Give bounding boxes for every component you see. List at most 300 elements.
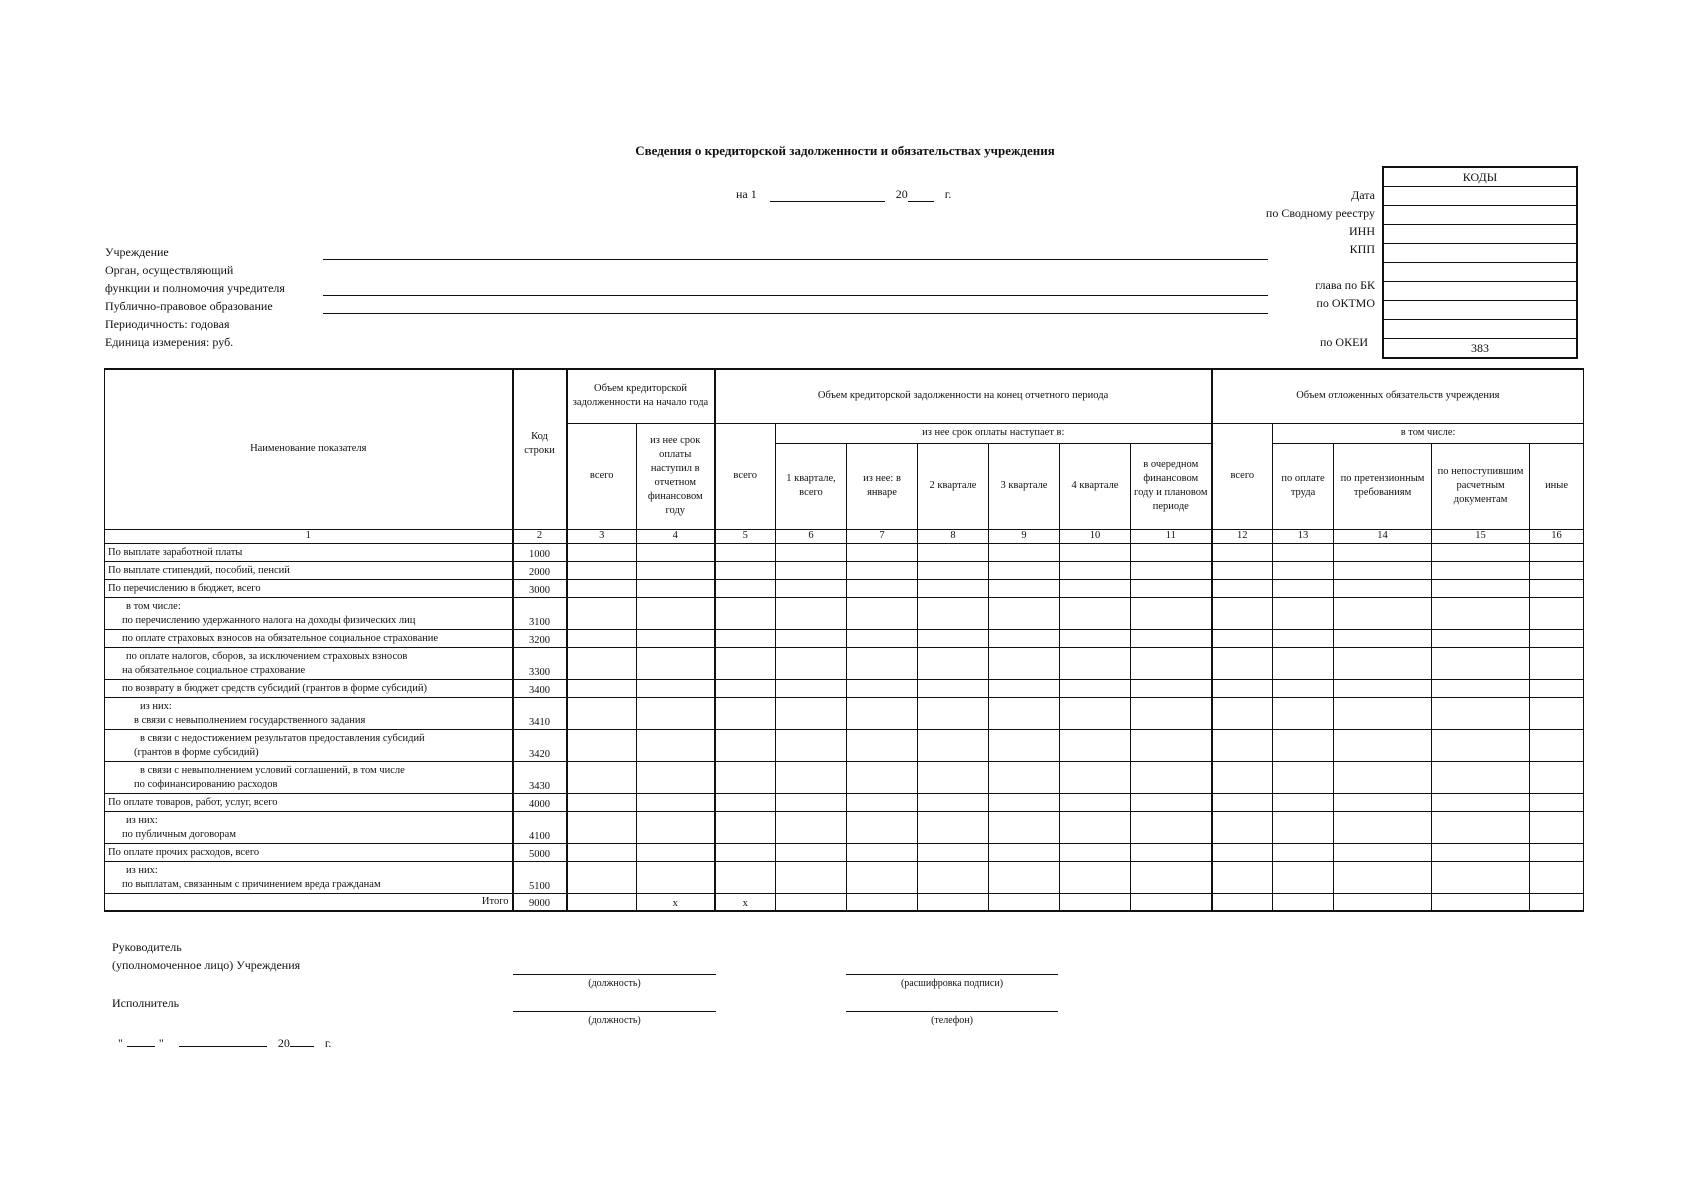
- value-cell[interactable]: [1530, 647, 1584, 679]
- col-header-wage: по оплате труда: [1273, 443, 1334, 529]
- value-cell[interactable]: [1334, 629, 1432, 647]
- value-cell[interactable]: [1334, 761, 1432, 793]
- value-cell[interactable]: [1060, 843, 1131, 861]
- value-cell[interactable]: [1060, 811, 1131, 843]
- code-cell-registry[interactable]: [1384, 206, 1576, 225]
- value-cell[interactable]: [1530, 697, 1584, 729]
- value-cell[interactable]: [715, 561, 776, 579]
- value-cell[interactable]: [715, 647, 776, 679]
- row-code: 3200: [513, 629, 567, 647]
- value-cell[interactable]: [1212, 793, 1273, 811]
- value-cell[interactable]: [1530, 843, 1584, 861]
- value-cell[interactable]: [1060, 561, 1131, 579]
- value-cell[interactable]: [1432, 679, 1530, 697]
- value-cell[interactable]: [637, 843, 715, 861]
- value-cell[interactable]: [1212, 579, 1273, 597]
- row-name-text: в связи с невыполнением государственного задания: [134, 714, 366, 726]
- value-cell[interactable]: [1530, 729, 1584, 761]
- value-cell[interactable]: [918, 561, 989, 579]
- value-cell[interactable]: [847, 579, 918, 597]
- executor-phone-line[interactable]: [846, 1011, 1058, 1012]
- value-cell[interactable]: [1131, 697, 1212, 729]
- sign-date-quote-open: ": [118, 1036, 123, 1050]
- value-cell[interactable]: [1432, 811, 1530, 843]
- row-name: [105, 647, 513, 679]
- value-cell[interactable]: [776, 697, 847, 729]
- value-cell[interactable]: [847, 793, 918, 811]
- value-cell[interactable]: [776, 679, 847, 697]
- value-cell[interactable]: [847, 629, 918, 647]
- value-cell[interactable]: [847, 697, 918, 729]
- value-cell[interactable]: [776, 761, 847, 793]
- value-cell[interactable]: [637, 579, 715, 597]
- value-cell[interactable]: [1273, 697, 1334, 729]
- value-cell[interactable]: [637, 629, 715, 647]
- value-cell[interactable]: [847, 597, 918, 629]
- value-cell[interactable]: [847, 843, 918, 861]
- value-cell[interactable]: [1060, 697, 1131, 729]
- row-code: 3300: [513, 647, 567, 679]
- value-cell[interactable]: [1334, 597, 1432, 629]
- value-cell[interactable]: [1131, 629, 1212, 647]
- value-cell[interactable]: [567, 843, 637, 861]
- table-row: [105, 761, 1584, 793]
- value-cell[interactable]: [776, 561, 847, 579]
- column-number: 5: [715, 529, 776, 543]
- value-cell[interactable]: [1060, 579, 1131, 597]
- value-cell[interactable]: [1530, 629, 1584, 647]
- row-name-text: по публичным договорам: [122, 828, 236, 840]
- value-cell[interactable]: [1334, 793, 1432, 811]
- col-header-next: в очередном финансовом году и плановом периоде: [1131, 443, 1212, 529]
- value-cell[interactable]: [637, 729, 715, 761]
- public-entity-fill-line[interactable]: [323, 313, 1268, 314]
- code-cell-okei[interactable]: 383: [1471, 341, 1489, 355]
- column-number: 13: [1273, 529, 1334, 543]
- column-number: 9: [989, 529, 1060, 543]
- code-cell-kpp[interactable]: [1384, 244, 1576, 263]
- value-cell[interactable]: [637, 597, 715, 629]
- row-name-prefix: по оплате налогов, сборов, за исключением страховых взносов: [126, 650, 408, 662]
- value-cell[interactable]: [989, 629, 1060, 647]
- value-cell[interactable]: [989, 843, 1060, 861]
- row-name: [105, 729, 513, 761]
- value-cell[interactable]: [567, 629, 637, 647]
- value-cell[interactable]: [1212, 893, 1273, 911]
- value-cell[interactable]: [989, 697, 1060, 729]
- value-cell[interactable]: [776, 647, 847, 679]
- column-number: 3: [567, 529, 637, 543]
- value-cell[interactable]: [1530, 679, 1584, 697]
- value-cell[interactable]: [1530, 543, 1584, 561]
- value-cell[interactable]: [1131, 843, 1212, 861]
- value-cell[interactable]: [1212, 811, 1273, 843]
- value-cell[interactable]: [715, 579, 776, 597]
- value-cell[interactable]: [1273, 861, 1334, 893]
- value-cell[interactable]: [1334, 679, 1432, 697]
- value-cell[interactable]: [989, 647, 1060, 679]
- value-cell[interactable]: [918, 629, 989, 647]
- value-cell[interactable]: [1432, 597, 1530, 629]
- value-cell[interactable]: [918, 697, 989, 729]
- table-row: [105, 597, 1584, 629]
- value-cell[interactable]: [847, 543, 918, 561]
- value-cell[interactable]: [567, 647, 637, 679]
- value-cell[interactable]: [567, 697, 637, 729]
- value-cell[interactable]: [715, 793, 776, 811]
- code-cell-oktmo[interactable]: [1384, 301, 1576, 320]
- value-cell[interactable]: [1060, 597, 1131, 629]
- value-cell[interactable]: [1131, 561, 1212, 579]
- row-name-text: По выплате стипендий, пособий, пенсий: [108, 564, 290, 576]
- head-decode-caption: (расшифровка подписи): [900, 978, 1004, 989]
- value-cell[interactable]: [989, 761, 1060, 793]
- value-cell[interactable]: [1273, 543, 1334, 561]
- value-cell[interactable]: [637, 679, 715, 697]
- value-cell[interactable]: [1334, 893, 1432, 911]
- value-cell[interactable]: [1060, 761, 1131, 793]
- col-header-q4: 4 квартале: [1060, 443, 1131, 529]
- value-cell[interactable]: [567, 543, 637, 561]
- public-entity-label: Публично-правовое образование: [105, 299, 273, 313]
- value-cell[interactable]: [1432, 647, 1530, 679]
- year-blank[interactable]: [908, 201, 934, 202]
- row-name: [105, 843, 513, 861]
- value-cell[interactable]: [776, 893, 847, 911]
- value-cell[interactable]: [776, 579, 847, 597]
- value-cell[interactable]: [918, 893, 989, 911]
- column-number: 15: [1432, 529, 1530, 543]
- value-cell[interactable]: [1212, 543, 1273, 561]
- value-cell[interactable]: [1060, 893, 1131, 911]
- value-cell[interactable]: [918, 861, 989, 893]
- value-cell[interactable]: [847, 729, 918, 761]
- col-header-docs: по непоступившим расчетным документам: [1432, 443, 1530, 529]
- value-cell[interactable]: [1432, 629, 1530, 647]
- value-cell[interactable]: [1432, 697, 1530, 729]
- code-cell-date[interactable]: [1384, 187, 1576, 206]
- value-cell[interactable]: [918, 543, 989, 561]
- value-cell[interactable]: [1432, 761, 1530, 793]
- value-cell[interactable]: [1060, 629, 1131, 647]
- value-cell[interactable]: [1334, 579, 1432, 597]
- value-cell[interactable]: [776, 597, 847, 629]
- value-cell[interactable]: [1131, 579, 1212, 597]
- value-cell[interactable]: [1060, 793, 1131, 811]
- value-cell[interactable]: [567, 893, 637, 911]
- value-cell[interactable]: [1131, 861, 1212, 893]
- value-cell[interactable]: [1060, 647, 1131, 679]
- value-cell[interactable]: [1060, 729, 1131, 761]
- value-cell[interactable]: [1530, 893, 1584, 911]
- col-header-claims: по претензионным требованиям: [1334, 443, 1432, 529]
- row-code: 5100: [513, 861, 567, 893]
- value-cell[interactable]: [1334, 647, 1432, 679]
- column-number: 14: [1334, 529, 1432, 543]
- code-cell-inn[interactable]: [1384, 225, 1576, 244]
- value-cell[interactable]: [1273, 597, 1334, 629]
- value-cell[interactable]: [715, 597, 776, 629]
- value-cell[interactable]: [989, 543, 1060, 561]
- value-cell[interactable]: [637, 697, 715, 729]
- value-cell[interactable]: [989, 561, 1060, 579]
- row-name-text: По выплате заработной платы: [108, 546, 243, 558]
- value-cell[interactable]: [1273, 629, 1334, 647]
- value-cell[interactable]: [1212, 647, 1273, 679]
- value-cell[interactable]: [1212, 761, 1273, 793]
- value-cell[interactable]: [637, 561, 715, 579]
- value-cell[interactable]: x: [637, 893, 715, 911]
- value-cell[interactable]: [567, 579, 637, 597]
- code-cell-bk[interactable]: [1384, 282, 1576, 301]
- value-cell[interactable]: [1432, 579, 1530, 597]
- head-position-line[interactable]: [513, 974, 716, 975]
- value-cell[interactable]: [918, 679, 989, 697]
- value-cell[interactable]: [1273, 793, 1334, 811]
- col-header-including: в том числе:: [1273, 423, 1584, 443]
- value-cell[interactable]: [776, 629, 847, 647]
- value-cell[interactable]: [1212, 729, 1273, 761]
- value-cell[interactable]: [715, 729, 776, 761]
- value-cell[interactable]: [776, 543, 847, 561]
- value-cell[interactable]: [1131, 761, 1212, 793]
- col-header-due-reporting: из нее срок оплаты наступил в отчетном финансовом году: [637, 423, 715, 529]
- total-code: 9000: [513, 893, 567, 911]
- sign-year-blank[interactable]: [290, 1046, 314, 1047]
- row-name: [105, 629, 513, 647]
- value-cell[interactable]: [1212, 679, 1273, 697]
- row-code: 3410: [513, 697, 567, 729]
- value-cell[interactable]: [637, 647, 715, 679]
- value-cell[interactable]: [776, 861, 847, 893]
- value-cell[interactable]: [1273, 579, 1334, 597]
- value-cell[interactable]: [847, 861, 918, 893]
- value-cell[interactable]: [715, 629, 776, 647]
- value-cell[interactable]: [1334, 729, 1432, 761]
- value-cell[interactable]: [637, 543, 715, 561]
- value-cell[interactable]: [1212, 861, 1273, 893]
- value-cell[interactable]: [847, 647, 918, 679]
- value-cell[interactable]: [1334, 697, 1432, 729]
- value-cell[interactable]: [1212, 697, 1273, 729]
- row-name: [105, 861, 513, 893]
- date-blank[interactable]: [770, 201, 885, 202]
- value-cell[interactable]: [1060, 679, 1131, 697]
- value-cell[interactable]: [1334, 543, 1432, 561]
- value-cell[interactable]: [567, 793, 637, 811]
- value-cell[interactable]: [1432, 893, 1530, 911]
- col-header-q2: 2 квартале: [918, 443, 989, 529]
- table-row: [105, 793, 1584, 811]
- value-cell[interactable]: [1530, 579, 1584, 597]
- value-cell[interactable]: [918, 597, 989, 629]
- value-cell[interactable]: [1273, 893, 1334, 911]
- value-cell[interactable]: [1273, 811, 1334, 843]
- code-cell-empty[interactable]: [1384, 263, 1576, 282]
- value-cell[interactable]: [1273, 729, 1334, 761]
- value-cell[interactable]: [918, 793, 989, 811]
- year-suffix: г.: [944, 187, 952, 201]
- value-cell[interactable]: [847, 761, 918, 793]
- value-cell[interactable]: [1212, 843, 1273, 861]
- value-cell[interactable]: [847, 561, 918, 579]
- value-cell[interactable]: [1530, 861, 1584, 893]
- value-cell[interactable]: [715, 697, 776, 729]
- value-cell[interactable]: [1060, 861, 1131, 893]
- value-cell[interactable]: [989, 679, 1060, 697]
- value-cell[interactable]: [637, 761, 715, 793]
- value-cell[interactable]: [918, 647, 989, 679]
- value-cell[interactable]: [776, 729, 847, 761]
- value-cell[interactable]: [1131, 893, 1212, 911]
- value-cell[interactable]: [1432, 793, 1530, 811]
- value-cell[interactable]: [1131, 597, 1212, 629]
- column-number: 16: [1530, 529, 1584, 543]
- row-name: [105, 679, 513, 697]
- value-cell[interactable]: [1273, 647, 1334, 679]
- value-cell[interactable]: [1432, 729, 1530, 761]
- value-cell[interactable]: [1131, 729, 1212, 761]
- head-position-caption: (должность): [588, 978, 641, 989]
- row-name-prefix: в связи с недостижением результатов предоставления субсидий: [140, 732, 425, 744]
- row-name: [105, 811, 513, 843]
- value-cell[interactable]: [1273, 679, 1334, 697]
- value-cell[interactable]: [715, 761, 776, 793]
- value-cell[interactable]: [715, 679, 776, 697]
- value-cell[interactable]: x: [715, 893, 776, 911]
- executor-position-line[interactable]: [513, 1011, 716, 1012]
- value-cell[interactable]: [637, 793, 715, 811]
- value-cell[interactable]: [1212, 629, 1273, 647]
- value-cell[interactable]: [1530, 793, 1584, 811]
- value-cell[interactable]: [1273, 761, 1334, 793]
- table-row: [105, 629, 1584, 647]
- value-cell[interactable]: [1530, 811, 1584, 843]
- value-cell[interactable]: [989, 793, 1060, 811]
- value-cell[interactable]: [1131, 679, 1212, 697]
- row-code: 3000: [513, 579, 567, 597]
- col-header-other: иные: [1530, 443, 1584, 529]
- founder-fill-line[interactable]: [323, 295, 1268, 296]
- value-cell[interactable]: [637, 861, 715, 893]
- founder-label-2: функции и полномочия учредителя: [105, 281, 285, 295]
- value-cell[interactable]: [1432, 543, 1530, 561]
- value-cell[interactable]: [1334, 811, 1432, 843]
- row-name-text: (грантов в форме субсидий): [134, 746, 259, 758]
- head-decode-line[interactable]: [846, 974, 1058, 975]
- executor-label: Исполнитель: [112, 996, 180, 1010]
- value-cell[interactable]: [1334, 561, 1432, 579]
- value-cell[interactable]: [918, 811, 989, 843]
- value-cell[interactable]: [715, 861, 776, 893]
- year-prefix: 20: [895, 187, 908, 201]
- row-name: [105, 697, 513, 729]
- col-header-end: Объем кредиторской задолженности на конец отчетного периода: [715, 369, 1212, 423]
- value-cell[interactable]: [1060, 543, 1131, 561]
- value-cell[interactable]: [847, 679, 918, 697]
- value-cell[interactable]: [567, 811, 637, 843]
- value-cell[interactable]: [918, 729, 989, 761]
- value-cell[interactable]: [715, 543, 776, 561]
- value-cell[interactable]: [847, 893, 918, 911]
- value-cell[interactable]: [1212, 597, 1273, 629]
- value-cell[interactable]: [918, 843, 989, 861]
- value-cell[interactable]: [567, 861, 637, 893]
- value-cell[interactable]: [715, 811, 776, 843]
- value-cell[interactable]: [1212, 561, 1273, 579]
- value-cell[interactable]: [567, 679, 637, 697]
- sign-date-quote-close: ": [158, 1036, 164, 1050]
- value-cell[interactable]: [776, 811, 847, 843]
- value-cell[interactable]: [989, 579, 1060, 597]
- value-cell[interactable]: [1131, 793, 1212, 811]
- col-header-deferred-total: всего: [1212, 423, 1273, 529]
- okei-label: по ОКЕИ: [1320, 335, 1369, 349]
- value-cell[interactable]: [1334, 861, 1432, 893]
- value-cell[interactable]: [1273, 561, 1334, 579]
- unit-label: Единица измерения: руб.: [105, 335, 234, 349]
- value-cell[interactable]: [918, 761, 989, 793]
- institution-label: Учреждение: [105, 245, 169, 259]
- code-cell-extra[interactable]: [1384, 320, 1576, 339]
- periodicity-label: Периодичность: годовая: [105, 317, 230, 331]
- value-cell[interactable]: [918, 579, 989, 597]
- value-cell[interactable]: [847, 811, 918, 843]
- value-cell[interactable]: [567, 597, 637, 629]
- table-row: [105, 561, 1584, 579]
- founder-label-1: Орган, осуществляющий: [105, 263, 234, 277]
- row-name-prefix: в том числе:: [126, 600, 181, 612]
- value-cell[interactable]: [989, 861, 1060, 893]
- value-cell[interactable]: [989, 729, 1060, 761]
- value-cell[interactable]: [989, 893, 1060, 911]
- value-cell[interactable]: [776, 793, 847, 811]
- value-cell[interactable]: [776, 843, 847, 861]
- value-cell[interactable]: [637, 811, 715, 843]
- value-cell[interactable]: [989, 597, 1060, 629]
- value-cell[interactable]: [1432, 861, 1530, 893]
- value-cell[interactable]: [715, 843, 776, 861]
- value-cell[interactable]: [1131, 647, 1212, 679]
- row-name-prefix: из них:: [140, 700, 172, 712]
- value-cell[interactable]: [1334, 843, 1432, 861]
- value-cell[interactable]: [567, 561, 637, 579]
- col-header-code: Код строки: [513, 369, 567, 529]
- sign-day-blank[interactable]: [127, 1046, 155, 1047]
- column-number: 11: [1131, 529, 1212, 543]
- code-label-empty: [1266, 258, 1375, 276]
- row-code: 5000: [513, 843, 567, 861]
- value-cell[interactable]: [567, 761, 637, 793]
- value-cell[interactable]: [1530, 561, 1584, 579]
- row-name-prefix: в связи с невыполнением условий соглашений, в том числе: [140, 764, 405, 776]
- institution-fill-line[interactable]: [323, 259, 1268, 260]
- row-name-text: по выплатам, связанным с причинением вреда гражданам: [122, 878, 381, 890]
- row-code: 4100: [513, 811, 567, 843]
- value-cell[interactable]: [1530, 761, 1584, 793]
- value-cell[interactable]: [989, 811, 1060, 843]
- value-cell[interactable]: [1273, 843, 1334, 861]
- sign-month-blank[interactable]: [179, 1046, 267, 1047]
- table-row: [105, 697, 1584, 729]
- value-cell[interactable]: [1432, 561, 1530, 579]
- value-cell[interactable]: [1131, 811, 1212, 843]
- value-cell[interactable]: [1131, 543, 1212, 561]
- value-cell[interactable]: [1432, 843, 1530, 861]
- value-cell[interactable]: [1530, 597, 1584, 629]
- sign-year-suffix: г.: [324, 1036, 332, 1050]
- value-cell[interactable]: [567, 729, 637, 761]
